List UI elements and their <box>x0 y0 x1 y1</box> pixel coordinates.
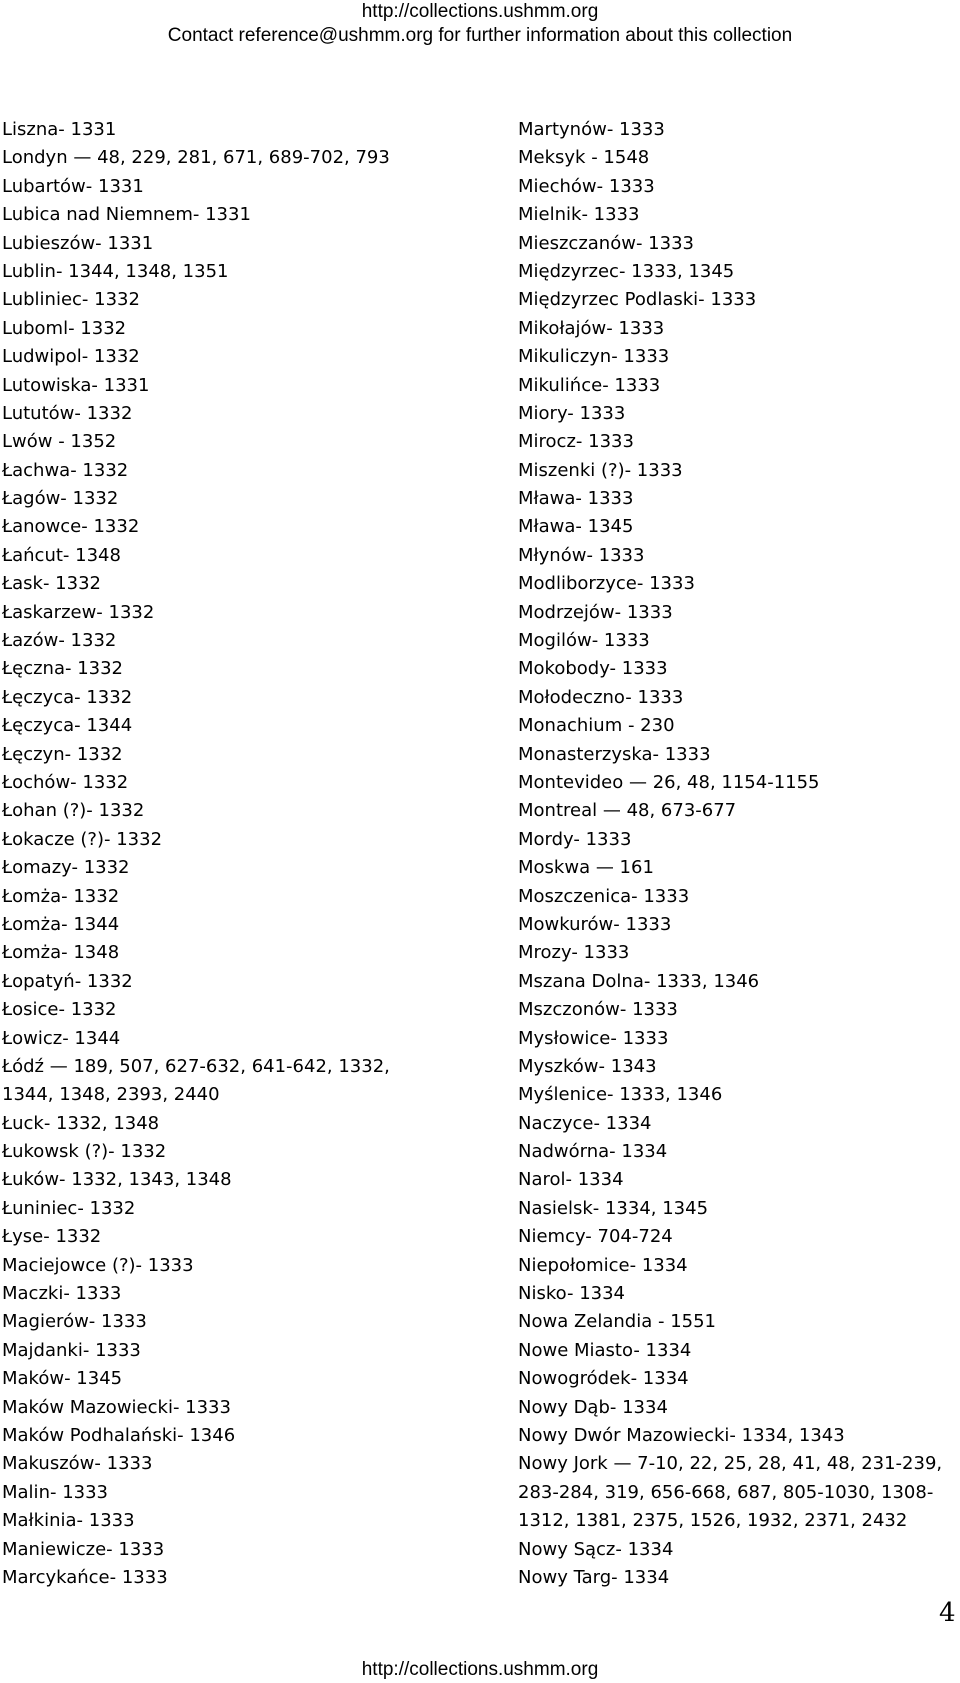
index-entry: Myślenice- 1333, 1346 <box>518 1084 723 1106</box>
index-entry: Montevideo — 26, 48, 1154-1155 <box>518 771 820 793</box>
index-column-right <box>518 116 958 1592</box>
index-entry: Maków- 1345 <box>2 1368 123 1390</box>
index-entry: Nasielsk- 1334, 1345 <box>518 1197 709 1219</box>
index-entry: Meksyk - 1548 <box>518 147 650 169</box>
page-header <box>0 0 960 48</box>
index-entry: Nisko- 1334 <box>518 1283 625 1305</box>
index-entry: Lututów- 1332 <box>2 402 133 424</box>
index-entry: Łachwa- 1332 <box>2 459 129 481</box>
index-entry: Łęczyn- 1332 <box>2 743 123 765</box>
index-entry: Moskwa — 161 <box>518 857 654 879</box>
index-entry: Młynów- 1333 <box>518 544 645 566</box>
index-entry: Nowa Zelandia - 1551 <box>518 1311 716 1333</box>
index-entry: Łosice- 1332 <box>2 999 117 1021</box>
index-entry: Łęczyca- 1332 <box>2 686 133 708</box>
index-entry: Łomża- 1332 <box>2 885 120 907</box>
index-entry: Międzyrzec Podlaski- 1333 <box>518 289 757 311</box>
index-entry: Nowy Dąb- 1334 <box>518 1396 668 1418</box>
index-entry: Łowicz- 1344 <box>2 1027 121 1049</box>
index-entry: Martynów- 1333 <box>518 119 665 140</box>
index-entry: Mława- 1333 <box>518 488 634 510</box>
index-entry: Makuszów- 1333 <box>2 1453 153 1475</box>
index-entry: Maciejowce (?)- 1333 <box>2 1254 194 1276</box>
index-entry: Mikulińce- 1333 <box>518 374 661 396</box>
index-entry: Nowy Jork — 7-10, 22, 25, 28, 41, 48, 231-239, <box>518 1453 943 1475</box>
index-entry: Mikuliczyn- 1333 <box>518 346 670 368</box>
index-entry: Łanowce- 1332 <box>2 516 140 538</box>
index-entry: Londyn — 48, 229, 281, 671, 689-702, 793 <box>2 147 390 169</box>
index-entry: Modliborzyce- 1333 <box>518 573 695 595</box>
index-entry: Międzyrzec- 1333, 1345 <box>518 260 735 282</box>
index-entry: Nowy Sącz- 1334 <box>518 1538 674 1560</box>
index-entry: Malin- 1333 <box>2 1481 108 1503</box>
index-entry: Mokobody- 1333 <box>518 658 668 680</box>
index-entry: Mielnik- 1333 <box>518 204 640 226</box>
index-entry: Lubliniec- 1332 <box>2 289 140 311</box>
index-entry: Mogilów- 1333 <box>518 630 650 652</box>
index-entry: Miechów- 1333 <box>518 175 655 197</box>
index-entry: Marcykańce- 1333 <box>2 1566 168 1588</box>
index-entry: Łokacze (?)- 1332 <box>2 828 163 850</box>
index-entry: Łęczyca- 1344 <box>2 715 133 737</box>
page-number: 4 <box>939 1598 956 1628</box>
index-entry: Naczyce- 1334 <box>518 1112 652 1134</box>
index-entry: Łomża- 1344 <box>2 913 120 935</box>
page-footer <box>0 1658 960 1682</box>
index-entry: Miory- 1333 <box>518 402 626 424</box>
index-entry: Mołodeczno- 1333 <box>518 686 684 708</box>
index-entry: Lubieszów- 1331 <box>2 232 154 254</box>
index-entry: Maków Mazowiecki- 1333 <box>2 1396 231 1418</box>
index-entry: Niepołomice- 1334 <box>518 1254 688 1276</box>
index-entry: Mirocz- 1333 <box>518 431 634 453</box>
index-entry: Łyse- 1332 <box>2 1226 102 1248</box>
index-entry: Myszków- 1343 <box>518 1055 657 1077</box>
index-entry: Łagów- 1332 <box>2 488 119 510</box>
index-entry: Mszana Dolna- 1333, 1346 <box>518 970 760 992</box>
index-entry: Monasterzyska- 1333 <box>518 743 711 765</box>
index-entry: Mowkurów- 1333 <box>518 913 672 935</box>
index-entry: Łask- 1332 <box>2 573 101 595</box>
index-entry: Maczki- 1333 <box>2 1283 122 1305</box>
index-entry: Majdanki- 1333 <box>2 1339 141 1361</box>
index-entry: Mikołajów- 1333 <box>518 317 665 339</box>
index-column-left <box>2 116 502 1592</box>
index-entry: Nowy Dwór Mazowiecki- 1334, 1343 <box>518 1424 845 1446</box>
index-entry: Łomża- 1348 <box>2 942 120 964</box>
index-entry: Maków Podhalański- 1346 <box>2 1424 236 1446</box>
index-entry: Liszna- 1331 <box>2 119 117 140</box>
index-entry: Lubartów- 1331 <box>2 175 144 197</box>
index-entry: Nadwórna- 1334 <box>518 1141 668 1163</box>
index-entry: Łazów- 1332 <box>2 630 117 652</box>
index-entry: Łaskarzew- 1332 <box>2 601 155 623</box>
index-entry: Lubica nad Niemnem- 1331 <box>2 204 251 226</box>
index-entry: Łuków- 1332, 1343, 1348 <box>2 1169 232 1191</box>
index-entry: Modrzejów- 1333 <box>518 601 673 623</box>
index-entry: Nowe Miasto- 1334 <box>518 1339 692 1361</box>
index-entry: Lublin- 1344, 1348, 1351 <box>2 260 229 282</box>
index-entry: Monachium - 230 <box>518 715 675 737</box>
index-entry: Łohan (?)- 1332 <box>2 800 145 822</box>
index-entry: Nowogródek- 1334 <box>518 1368 689 1390</box>
index-entry: Mszczonów- 1333 <box>518 999 678 1021</box>
index-entry: Niemcy- 704-724 <box>518 1226 673 1248</box>
index-entry: 283-284, 319, 656-668, 687, 805-1030, 1308- <box>518 1481 934 1503</box>
index-entry: Lwów - 1352 <box>2 431 117 453</box>
index-entry: Małkinia- 1333 <box>2 1510 135 1532</box>
header-url: http://collections.ushmm.org <box>361 1 599 22</box>
index-entry: Miszenki (?)- 1333 <box>518 459 683 481</box>
index-entry: Montreal — 48, 673-677 <box>518 800 737 822</box>
index-entry: Mysłowice- 1333 <box>518 1027 669 1049</box>
index-entry: Luboml- 1332 <box>2 317 127 339</box>
index-entry: 1312, 1381, 2375, 1526, 1932, 2371, 2432 <box>518 1510 908 1532</box>
index-entry: Moszczenica- 1333 <box>518 885 690 907</box>
index-entry: Mordy- 1333 <box>518 828 632 850</box>
index-entry: Lutowiska- 1331 <box>2 374 150 396</box>
index-entry: Łódź — 189, 507, 627-632, 641-642, 1332, <box>2 1055 390 1077</box>
footer-url: http://collections.ushmm.org <box>361 1659 599 1680</box>
index-entry: Łukowsk (?)- 1332 <box>2 1141 167 1163</box>
index-entry: Ludwipol- 1332 <box>2 346 140 368</box>
index-entry: Łęczna- 1332 <box>2 658 123 680</box>
index-entry: Łochów- 1332 <box>2 771 129 793</box>
header-contact: Contact reference@ushmm.org for further information about this collection <box>167 25 793 46</box>
index-entry: Łuniniec- 1332 <box>2 1197 136 1219</box>
index-entry: Łańcut- 1348 <box>2 544 121 566</box>
index-entry: Maniewicze- 1333 <box>2 1538 165 1560</box>
index-entry: Mieszczanów- 1333 <box>518 232 694 254</box>
index-entry: Magierów- 1333 <box>2 1311 147 1333</box>
index-entry: Łopatyń- 1332 <box>2 970 133 992</box>
index-entry: Mława- 1345 <box>518 516 634 538</box>
index-entry: Łuck- 1332, 1348 <box>2 1112 160 1134</box>
index-entry: Łomazy- 1332 <box>2 857 130 879</box>
index-entry: 1344, 1348, 2393, 2440 <box>2 1084 220 1106</box>
index-entry: Nowy Targ- 1334 <box>518 1566 670 1588</box>
index-entry: Mrozy- 1333 <box>518 942 630 964</box>
index-entry: Narol- 1334 <box>518 1169 624 1191</box>
